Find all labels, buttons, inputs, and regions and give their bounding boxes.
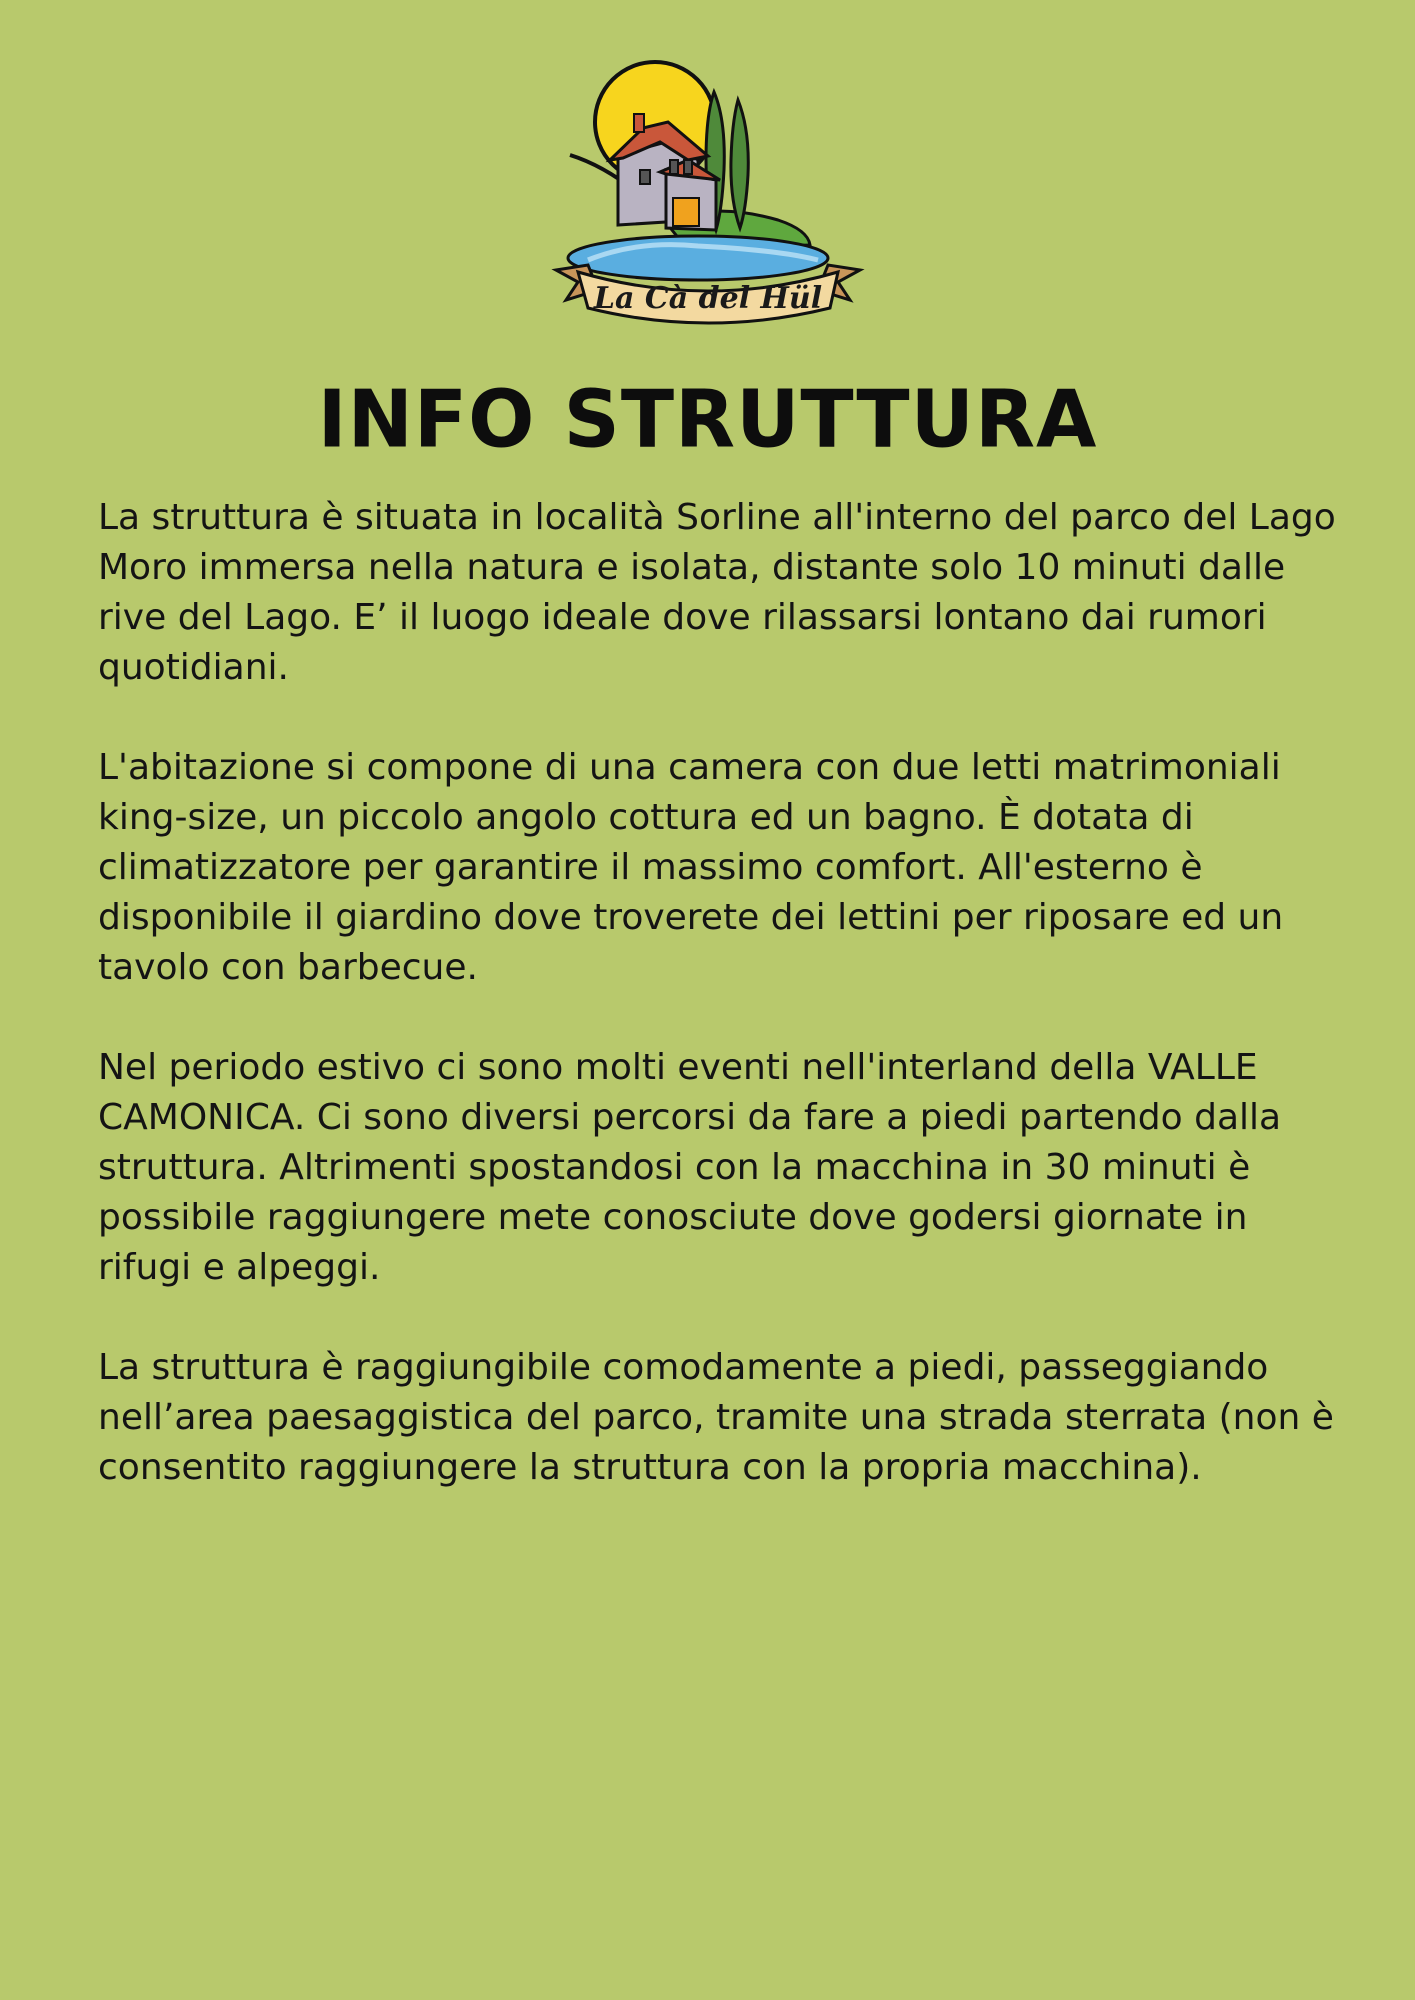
tree-icon xyxy=(731,100,748,228)
paragraph-location: La struttura è situata in località Sorline all'interno del parco del Lago Moro immersa nella natura e isolata, distante solo 10 minuti dalle rive del Lago. E’ il luogo ideale dove rilassarsi lontano dai rumori quotidiani. xyxy=(98,497,1336,688)
lake-icon xyxy=(568,236,828,280)
page-title: INFO STRUTTURA xyxy=(317,374,1098,466)
info-body xyxy=(98,493,1338,1543)
door-icon xyxy=(673,198,699,226)
logo-brand-text: La Cà del Hül xyxy=(593,281,823,316)
paragraph-activities: Nel periodo estivo ci sono molti eventi nell'interland della VALLE CAMONICA. Ci sono diversi percorsi da fare a piedi partendo dalla struttura. Altrimenti spostandosi con la macchina in 30 minuti è possibile raggiungere mete conosciute dove godersi giornate in rifugi e alpeggi. xyxy=(98,1047,1282,1288)
paragraph-access: La struttura è raggiungibile comodamente a piedi, passeggiando nell’area paesaggistica del parco, tramite una strada sterrata (non è consentito raggiungere la struttura con la propria macchina). xyxy=(98,1347,1334,1488)
brand-logo xyxy=(548,60,868,330)
paragraph-accommodation: L'abitazione si compone di una camera con due letti matrimoniali king-size, un piccolo angolo cottura ed un bagno. È dotata di climatizzatore per garantire il massimo comfort. All'esterno è disponibile il giardino dove troverete dei lettini per riposare ed un tavolo con barbecue. xyxy=(98,747,1284,988)
